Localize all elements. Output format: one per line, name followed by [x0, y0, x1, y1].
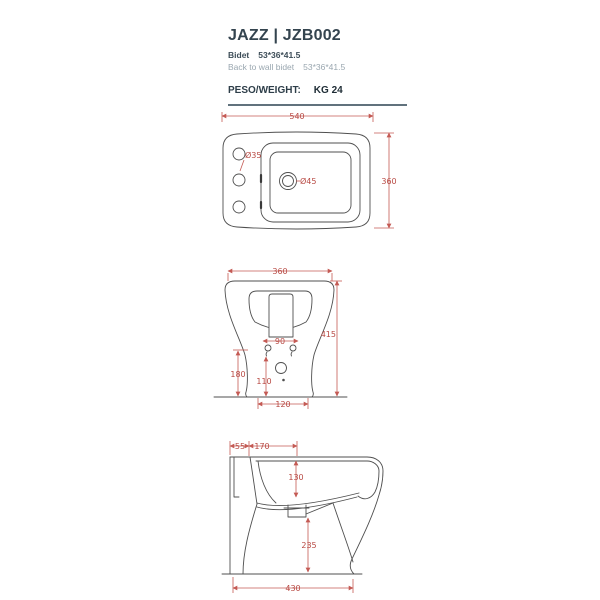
base-width-dim: 120 — [275, 400, 291, 409]
faucet-hole-dim: Ø35 — [245, 151, 262, 160]
top-width-dim: 540 — [289, 112, 305, 121]
fixing-hole-right — [290, 345, 296, 351]
holes-height-dim: 180 — [230, 370, 246, 379]
drain-dim: Ø45 — [300, 177, 317, 186]
front-height-dim: 415 — [320, 330, 336, 339]
pin-hole-front — [282, 379, 285, 382]
side-bowl-underside — [306, 503, 333, 514]
front-width-dim: 360 — [272, 267, 288, 276]
side-wall-inner-line — [234, 457, 239, 497]
wall-offset-dim: 55 — [234, 442, 246, 451]
drain-height-dim: 110 — [256, 377, 272, 386]
side-view — [222, 441, 383, 593]
side-pedestal-front — [243, 504, 257, 574]
faucet-hole-top — [233, 148, 245, 160]
side-basin-front-inner — [258, 461, 276, 503]
hole-spacing-dim: 90 — [274, 337, 286, 346]
faucet-hole-bottom — [233, 201, 245, 213]
variant-type-label: Back to wall bidet — [228, 62, 295, 72]
product-dimensions: 53*36*41.5 — [258, 50, 301, 60]
side-pedestal-back — [333, 503, 353, 562]
faucet-hole-middle — [233, 174, 245, 186]
side-rim-back-inner — [358, 461, 379, 499]
side-basin-front-wall — [250, 457, 257, 504]
top-view — [222, 112, 397, 229]
deck-depth-dim: 170 — [254, 442, 270, 451]
drain-hole-front — [276, 363, 287, 374]
total-depth-dim: 430 — [285, 584, 301, 593]
drain-inner-circle — [283, 176, 294, 187]
product-type-label: Bidet — [228, 50, 250, 60]
side-rim-back-outer — [350, 457, 383, 574]
hole-mark — [291, 352, 292, 356]
side-drain-box — [288, 505, 306, 517]
fixing-hole-left — [265, 345, 271, 351]
weight-value: KG 24 — [313, 85, 343, 96]
outlet-height-dim: 235 — [301, 541, 317, 550]
faucet-hole-leader — [240, 160, 244, 171]
variant-dimensions: 53*36*41.5 — [303, 62, 346, 72]
hole-mark — [266, 352, 267, 356]
weight-label: PESO/WEIGHT: — [228, 85, 301, 96]
front-view — [214, 267, 347, 409]
front-tap-column — [269, 294, 293, 337]
basin-depth-dim: 130 — [288, 473, 304, 482]
top-depth-dim: 360 — [381, 177, 397, 186]
product-title: JAZZ | JZB002 — [228, 27, 341, 44]
